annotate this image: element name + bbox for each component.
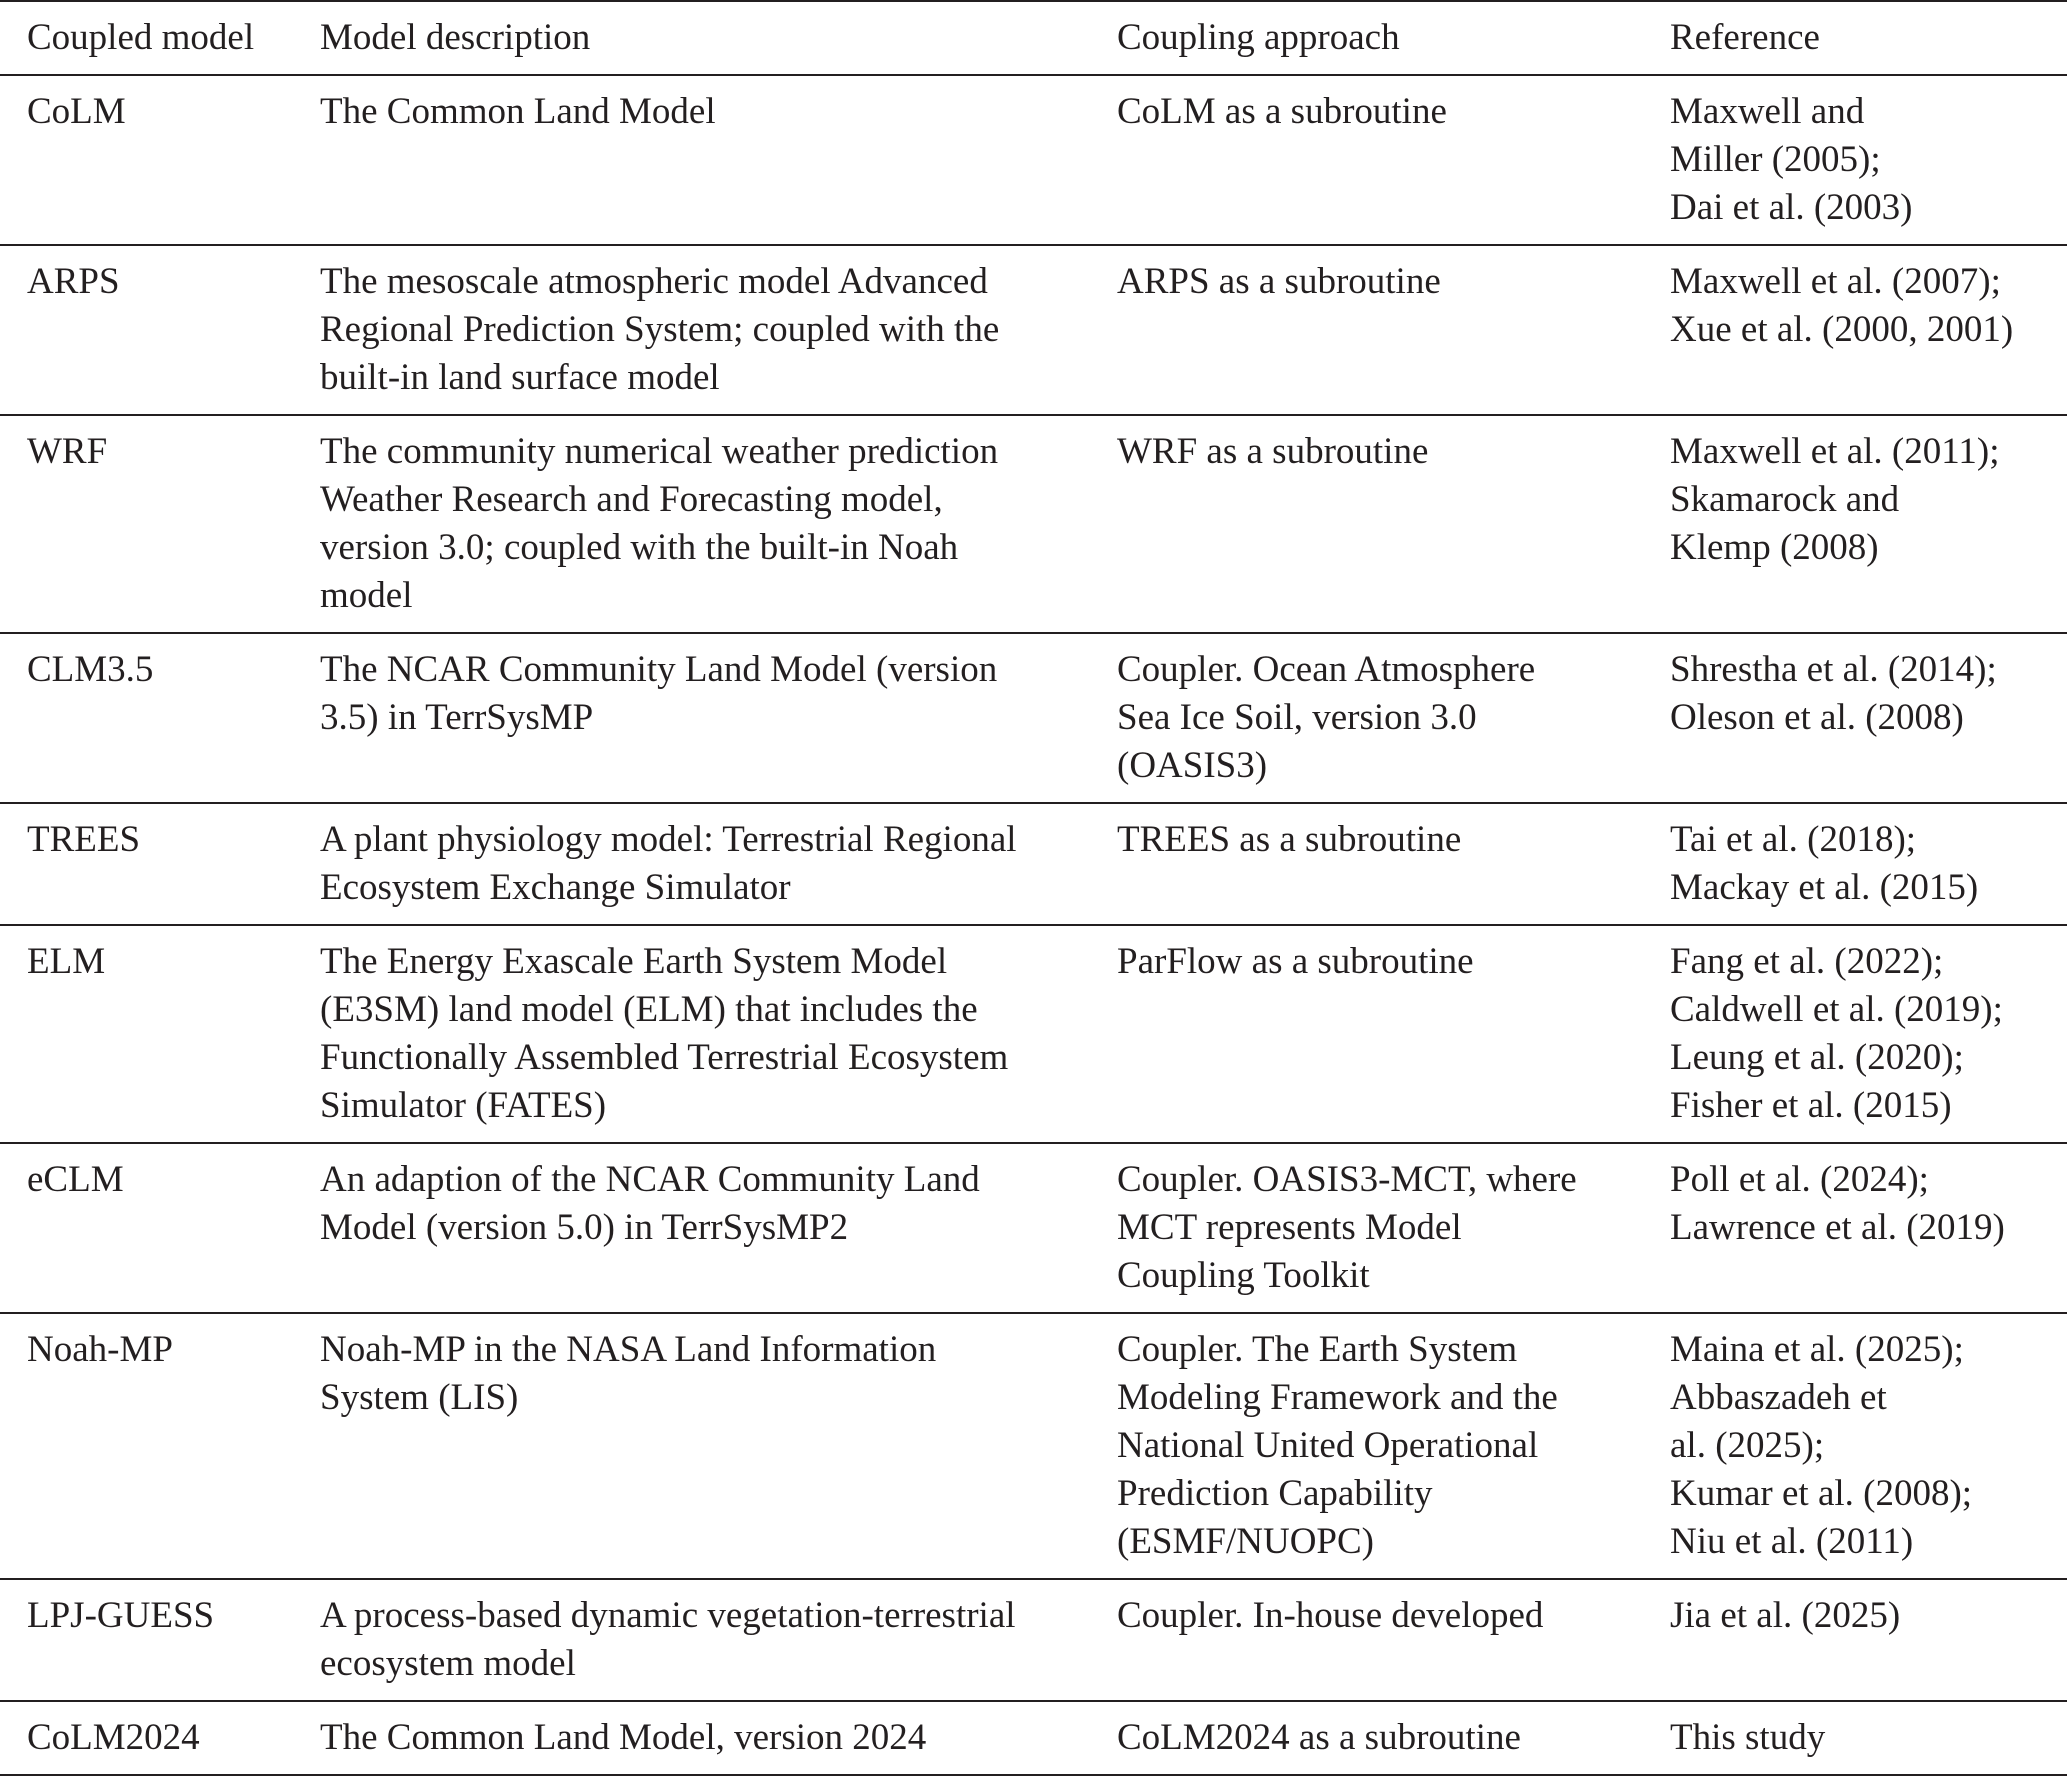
cell-coupling-approach (1117, 245, 1670, 415)
cell-coupling-approach-line: Sea Ice Soil, version 3.0 (1117, 697, 1477, 738)
header-model-description: Model description (320, 17, 591, 58)
table-row (0, 925, 2067, 1143)
cell-model-description (320, 633, 1117, 803)
cell-model-description (320, 1313, 1117, 1579)
cell-model-description (320, 245, 1117, 415)
cell-reference-line: Xue et al. (2000, 2001) (1670, 309, 2014, 350)
table-row (0, 1579, 2067, 1701)
table-row (0, 803, 2067, 925)
cell-coupling-approach-line: (OASIS3) (1117, 745, 1268, 786)
cell-reference-line: Shrestha et al. (2014); (1670, 649, 1997, 690)
cell-coupled-model: CoLM (27, 91, 126, 132)
cell-reference-line: Lawrence et al. (2019) (1670, 1207, 2005, 1248)
cell-model-description (320, 75, 1117, 245)
cell-reference-line: Maina et al. (2025); (1670, 1329, 1964, 1370)
cell-coupled-model: CoLM2024 (27, 1717, 200, 1758)
cell-reference (1670, 245, 2067, 415)
cell-model-description-line: A plant physiology model: Terrestrial Regional (320, 819, 1017, 860)
cell-coupling-approach-line: Prediction Capability (1117, 1473, 1433, 1514)
cell-coupling-approach (1117, 415, 1670, 633)
cell-model-description-line: The mesoscale atmospheric model Advanced (320, 261, 988, 302)
cell-reference-line: Oleson et al. (2008) (1670, 697, 1964, 738)
cell-coupling-approach (1117, 633, 1670, 803)
cell-model-description-line: model (320, 575, 413, 616)
cell-reference (1670, 1313, 2067, 1579)
cell-coupled-model: LPJ-GUESS (27, 1595, 215, 1636)
cell-reference (1670, 1701, 2067, 1775)
cell-coupling-approach-line: Coupler. Ocean Atmosphere (1117, 649, 1536, 690)
cell-model-description-line: Simulator (FATES) (320, 1085, 607, 1126)
cell-reference-line: Miller (2005); (1670, 139, 1881, 180)
cell-model-description-line: version 3.0; coupled with the built-in Noah (320, 527, 959, 568)
cell-coupled-model: TREES (27, 819, 141, 860)
cell-reference-line: Jia et al. (2025) (1670, 1595, 1901, 1636)
table-row (0, 75, 2067, 245)
cell-coupling-approach (1117, 1143, 1670, 1313)
table-row (0, 1313, 2067, 1579)
cell-reference-line: Skamarock and (1670, 479, 1900, 520)
cell-coupling-approach (1117, 1701, 1670, 1775)
header-coupling-approach: Coupling approach (1117, 17, 1400, 58)
cell-model-description-line: Functionally Assembled Terrestrial Ecosystem (320, 1037, 1009, 1078)
table-row (0, 633, 2067, 803)
cell-model-description-line: 3.5) in TerrSysMP (320, 697, 594, 738)
cell-coupled-model: Noah-MP (27, 1329, 173, 1370)
cell-reference (1670, 803, 2067, 925)
cell-reference-line: Poll et al. (2024); (1670, 1159, 1929, 1200)
cell-coupling-approach-line: TREES as a subroutine (1117, 819, 1462, 860)
table-row (0, 1701, 2067, 1775)
table-row (0, 245, 2067, 415)
cell-model-description-line: Weather Research and Forecasting model, (320, 479, 943, 520)
cell-model-description-line: The Common Land Model, version 2024 (320, 1717, 927, 1758)
header-coupled-model: Coupled model (27, 17, 255, 58)
cell-model-description (320, 1579, 1117, 1701)
cell-coupling-approach-line: Coupler. In-house developed (1117, 1595, 1544, 1636)
cell-model-description-line: Regional Prediction System; coupled with the (320, 309, 1000, 350)
cell-coupling-approach-line: WRF as a subroutine (1117, 431, 1429, 472)
cell-reference-line: Maxwell and (1670, 91, 1865, 132)
cell-coupling-approach (1117, 75, 1670, 245)
cell-coupling-approach-line: Coupler. OASIS3-MCT, where (1117, 1159, 1577, 1200)
cell-coupling-approach-line: Modeling Framework and the (1117, 1377, 1558, 1418)
cell-reference-line: Kumar et al. (2008); (1670, 1473, 1973, 1514)
table-body (0, 75, 2067, 1775)
cell-coupling-approach (1117, 803, 1670, 925)
cell-coupled-model: CLM3.5 (27, 649, 154, 690)
cell-reference-line: Niu et al. (2011) (1670, 1521, 1914, 1562)
cell-coupling-approach-line: Coupling Toolkit (1117, 1255, 1370, 1296)
cell-model-description (320, 925, 1117, 1143)
cell-model-description (320, 803, 1117, 925)
cell-model-description-line: An adaption of the NCAR Community Land (320, 1159, 980, 1200)
cell-reference-line: Fisher et al. (2015) (1670, 1085, 1952, 1126)
header-reference: Reference (1670, 17, 1820, 58)
cell-reference (1670, 633, 2067, 803)
cell-reference-line: This study (1670, 1717, 1826, 1758)
cell-model-description-line: (E3SM) land model (ELM) that includes the (320, 989, 978, 1030)
cell-coupled-model: eCLM (27, 1159, 124, 1200)
cell-model-description-line: The NCAR Community Land Model (version (320, 649, 998, 690)
cell-model-description-line: A process-based dynamic vegetation-terrestrial (320, 1595, 1016, 1636)
cell-reference-line: Maxwell et al. (2011); (1670, 431, 2000, 472)
cell-coupling-approach (1117, 925, 1670, 1143)
cell-reference-line: Dai et al. (2003) (1670, 187, 1913, 228)
cell-model-description-line: The Energy Exascale Earth System Model (320, 941, 948, 982)
cell-reference-line: Klemp (2008) (1670, 527, 1879, 568)
cell-reference-line: Fang et al. (2022); (1670, 941, 1944, 982)
cell-model-description-line: The community numerical weather prediction (320, 431, 999, 472)
cell-reference-line: al. (2025); (1670, 1425, 1825, 1466)
cell-coupling-approach-line: MCT represents Model (1117, 1207, 1462, 1248)
cell-reference (1670, 925, 2067, 1143)
cell-coupling-approach-line: ARPS as a subroutine (1117, 261, 1441, 302)
cell-model-description-line: The Common Land Model (320, 91, 716, 132)
header-row (0, 1, 2067, 75)
cell-model-description (320, 1701, 1117, 1775)
cell-reference (1670, 1579, 2067, 1701)
cell-model-description-line: ecosystem model (320, 1643, 576, 1684)
cell-coupling-approach (1117, 1579, 1670, 1701)
cell-reference (1670, 415, 2067, 633)
cell-model-description (320, 1143, 1117, 1313)
cell-coupled-model: WRF (27, 431, 108, 472)
table-row (0, 415, 2067, 633)
cell-reference-line: Caldwell et al. (2019); (1670, 989, 2003, 1030)
cell-coupled-model: ELM (27, 941, 106, 982)
cell-coupling-approach-line: Coupler. The Earth System (1117, 1329, 1518, 1370)
cell-model-description-line: System (LIS) (320, 1377, 519, 1418)
cell-coupling-approach-line: CoLM as a subroutine (1117, 91, 1447, 132)
cell-reference-line: Leung et al. (2020); (1670, 1037, 1964, 1078)
cell-reference-line: Maxwell et al. (2007); (1670, 261, 2001, 302)
cell-reference-line: Tai et al. (2018); (1670, 819, 1917, 860)
cell-model-description-line: Noah-MP in the NASA Land Information (320, 1329, 937, 1370)
cell-coupling-approach-line: ParFlow as a subroutine (1117, 941, 1474, 982)
cell-model-description-line: Model (version 5.0) in TerrSysMP2 (320, 1207, 849, 1248)
table-header (0, 1, 2067, 75)
cell-reference-line: Abbaszadeh et (1670, 1377, 1887, 1418)
cell-coupled-model: ARPS (27, 261, 120, 302)
table-row (0, 1143, 2067, 1313)
cell-model-description-line: Ecosystem Exchange Simulator (320, 867, 791, 908)
cell-model-description (320, 415, 1117, 633)
cell-reference (1670, 1143, 2067, 1313)
cell-reference (1670, 75, 2067, 245)
cell-coupling-approach-line: (ESMF/NUOPC) (1117, 1521, 1374, 1562)
cell-coupling-approach-line: National United Operational (1117, 1425, 1539, 1466)
cell-coupling-approach-line: CoLM2024 as a subroutine (1117, 1717, 1521, 1758)
cell-coupling-approach (1117, 1313, 1670, 1579)
cell-reference-line: Mackay et al. (2015) (1670, 867, 1979, 908)
cell-model-description-line: built-in land surface model (320, 357, 720, 398)
